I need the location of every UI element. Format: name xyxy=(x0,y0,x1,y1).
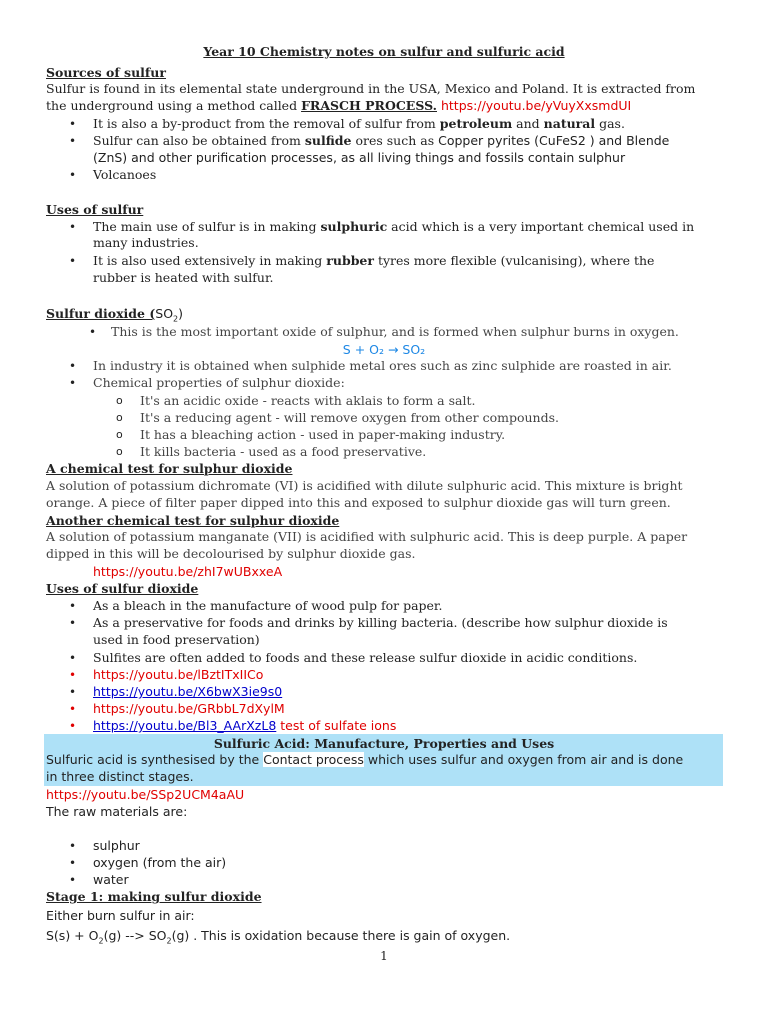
bullet-icon: • xyxy=(69,685,77,699)
list-item: Sulfites are often added to foods and these release sulfur dioxide in acidic conditions. xyxy=(93,650,638,665)
list-item: This is the most important oxide of sulphur, and is formed when sulphur burns in oxygen. xyxy=(111,324,679,339)
list-item-continuation: rubber is heated with sulfur. xyxy=(93,270,274,285)
section-heading-so2: Sulfur dioxide $(SO_2)$ xyxy=(46,306,184,324)
page-number: 1 xyxy=(380,949,388,963)
bullet-icon: • xyxy=(69,359,77,373)
list-item: The main use of sulfur is in making sulphuric acid which is a very important chemical used in xyxy=(93,219,695,234)
equation-line: $S(s) + O_2(g)$ --> $SO_2(g)$ . This is oxidation because there is gain of oxygen. xyxy=(46,928,511,946)
section-heading-sulfuric: Sulfuric Acid: Manufacture, Properties and Uses xyxy=(213,736,555,751)
paragraph-line: A solution of potassium dichromate (VI) is acidified with dilute sulphuric acid. This mixture is bright xyxy=(46,478,683,493)
bullet-icon: • xyxy=(69,651,77,665)
sub-list-item: It's an acidic oxide - reacts with aklais to form a salt. xyxy=(140,393,476,408)
list-item: sulphur xyxy=(93,838,140,853)
bullet-icon: • xyxy=(69,599,77,613)
section-heading-test1: A chemical test for sulphur dioxide xyxy=(46,461,293,476)
list-item-continuation: used in food preservation) xyxy=(93,632,260,647)
section-heading-sources: Sources of sulfur xyxy=(46,65,166,80)
paragraph-line: orange. A piece of filter paper dipped into this and exposed to sulphur dioxide gas will turn green. xyxy=(46,495,671,510)
list-item: oxygen (from the air) xyxy=(93,855,227,870)
paragraph-line: The raw materials are: xyxy=(46,804,188,819)
paragraph-line: Sulfur is found in its elemental state underground in the USA, Mexico and Poland. It is extracted from xyxy=(46,81,696,96)
bullet-icon: • xyxy=(89,325,97,339)
list-item: water xyxy=(93,872,129,887)
bullet-icon: • xyxy=(69,839,77,853)
list-item: As a preservative for foods and drinks by killing bacteria. (describe how sulphur dioxide is xyxy=(93,615,668,630)
paragraph-line: A solution of potassium manganate (VII) is acidified with sulphuric acid. This is deep purple. A paper xyxy=(46,529,688,544)
youtube-link[interactable]: https://youtu.be/GRbbL7dXylM xyxy=(93,701,285,716)
list-item-continuation: (ZnS) and other purification processes, as all living things and fossils contain sulphur xyxy=(93,150,626,165)
youtube-link[interactable]: https://youtu.be/Bl3_AArXzL8 xyxy=(93,718,277,733)
youtube-link[interactable]: https://youtu.be/yVuyXxsmdUI xyxy=(437,98,632,113)
list-item: As a bleach in the manufacture of wood pulp for paper. xyxy=(93,598,443,613)
circle-bullet-icon: o xyxy=(116,394,123,407)
list-item: Sulfur can also be obtained from sulfide ores such as Copper pyrites (CuFeS2 ) and Blende xyxy=(93,133,670,148)
bullet-icon: • xyxy=(69,134,77,148)
paragraph-line: Sulfuric acid is synthesised by the Contact process which uses sulfur and oxygen from air and is done xyxy=(46,752,684,767)
list-item: Volcanoes xyxy=(93,167,157,182)
section-heading-stage1: Stage 1: making sulfur dioxide xyxy=(46,889,262,904)
circle-bullet-icon: o xyxy=(116,445,123,458)
paragraph-line: in three distinct stages. xyxy=(46,769,194,784)
youtube-link[interactable]: https://youtu.be/X6bwX3ie9s0 xyxy=(93,684,283,699)
bullet-icon: • xyxy=(69,117,77,131)
list-item-continuation: many industries. xyxy=(93,235,199,250)
highlighted-term: Contact process xyxy=(263,752,364,767)
bullet-icon: • xyxy=(69,719,77,733)
page-title: Year 10 Chemistry notes on sulfur and sulfuric acid xyxy=(203,44,565,59)
equation: S + O₂ → SO₂ xyxy=(342,342,426,357)
circle-bullet-icon: o xyxy=(116,428,123,441)
bullet-icon: • xyxy=(69,254,77,268)
bullet-icon: • xyxy=(69,168,77,182)
sub-list-item: It's a reducing agent - will remove oxygen from other compounds. xyxy=(140,410,559,425)
sub-list-item: It kills bacteria - used as a food preservative. xyxy=(140,444,427,459)
bullet-icon: • xyxy=(69,220,77,234)
bullet-icon: • xyxy=(69,376,77,390)
section-heading-uses-so2: Uses of sulfur dioxide xyxy=(46,581,199,596)
bullet-icon: • xyxy=(69,616,77,630)
section-heading-test2: Another chemical test for sulphur dioxide xyxy=(46,513,340,528)
bullet-icon: • xyxy=(69,873,77,887)
bullet-icon: • xyxy=(69,856,77,870)
list-item: In industry it is obtained when sulphide metal ores such as zinc sulphide are roasted in air. xyxy=(93,358,672,373)
circle-bullet-icon: o xyxy=(116,411,123,424)
frasch-process-term: FRASCH PROCESS. xyxy=(301,98,437,113)
bullet-icon: • xyxy=(69,668,77,682)
list-item: Chemical properties of sulphur dioxide: xyxy=(93,375,345,390)
bullet-icon: • xyxy=(69,702,77,716)
list-item: It is also a by-product from the removal of sulfur from petroleum and natural gas. xyxy=(93,116,625,131)
youtube-link[interactable]: https://youtu.be/zhI7wUBxxeA xyxy=(93,564,283,579)
list-item: It is also used extensively in making rubber tyres more flexible (vulcanising), where the xyxy=(93,253,655,268)
section-heading-uses: Uses of sulfur xyxy=(46,202,144,217)
list-item: https://youtu.be/Bl3_AArXzL8 test of sulfate ions xyxy=(93,718,397,733)
youtube-link[interactable]: https://youtu.be/SSp2UCM4aAU xyxy=(46,787,245,802)
paragraph-line: the underground using a method called FRASCH PROCESS. https://youtu.be/yVuyXxsmdUI xyxy=(46,98,632,113)
paragraph-line: dipped in this will be decolourised by sulphur dioxide gas. xyxy=(46,546,416,561)
youtube-link[interactable]: https://youtu.be/lBztITxIICo xyxy=(93,667,264,682)
sub-list-item: It has a bleaching action - used in paper-making industry. xyxy=(140,427,506,442)
paragraph-line: Either burn sulfur in air: xyxy=(46,908,195,923)
